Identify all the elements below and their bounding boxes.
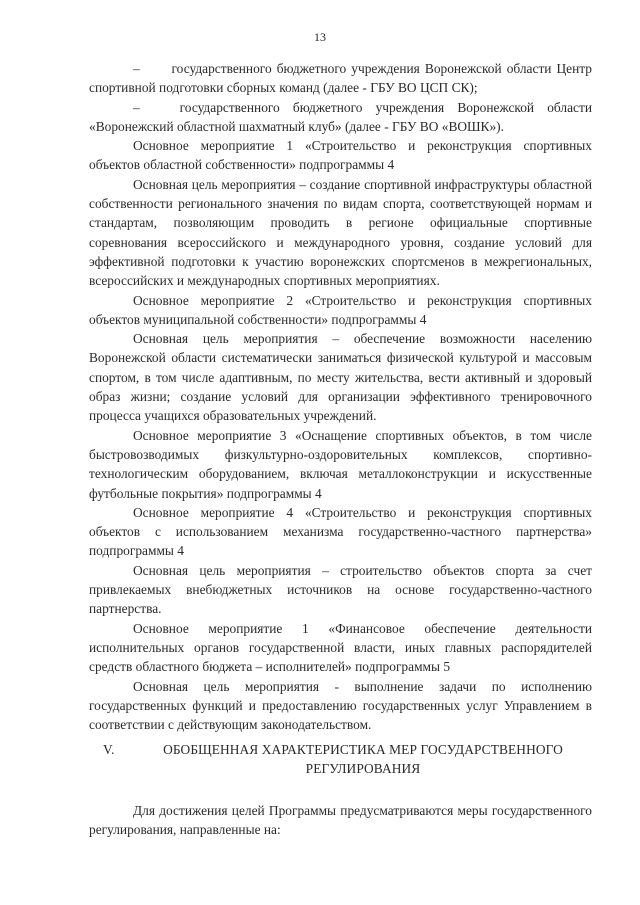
page-number: 13 (314, 30, 326, 44)
body-text (89, 59, 592, 734)
closing-paragraph: Для достижения целей Программы предусматриваются меры государственного регулирования, направленные на: (89, 803, 592, 838)
paragraph-1: – государственного бюджетного учреждения Воронежской области Центр спортивной подготовки сборных команд (далее - ГБУ ВО ЦСП СК); (89, 61, 592, 96)
paragraph-2: – государственного бюджетного учреждения Воронежской области «Воронежский областной шахматный клуб» (далее - ГБУ ВО «ВОШК»). (89, 99, 592, 134)
section-title: ОБОБЩЕННАЯ ХАРАКТЕРИСТИКА МЕР ГОСУДАРСТВЕННОГО РЕГУЛИРОВАНИЯ (163, 742, 563, 777)
paragraph-8: Основное мероприятие 4 «Строительство и реконструкция спортивных объектов с использованием механизма государственно-частного партнерства» подпрограммы 4 (89, 504, 592, 559)
paragraph-3: Основное мероприятие 1 «Строительство и реконструкция спортивных объектов областной собственности» подпрограммы 4 (89, 138, 592, 173)
paragraph-5: Основное мероприятие 2 «Строительство и реконструкция спортивных объектов муниципальной собственности» подпрограммы 4 (89, 292, 592, 327)
paragraph-9: Основная цель мероприятия – строительство объектов спорта за счет привлекаемых внебюджетных источников на основе государственно-частного партнерства. (89, 562, 592, 617)
paragraph-4: Основная цель мероприятия – создание спортивной инфраструктуры областной собственности регионального значения по видам спорта, соответствующей нормам и стандартам, позволяющим проводить в регионе официальные спортивные соревнования всероссийского и международного уровня, создание условий для эффективной подготовки к участию воронежских спортсменов в межрегиональных, всероссийских и международных спортивных мероприятиях. (89, 176, 592, 289)
section-heading (89, 740, 592, 779)
paragraph-10: Основное мероприятие 1 «Финансовое обеспечение деятельности исполнительных органов государственной власти, иных главных распорядителей средств областного бюджета – исполнителей» подпрограммы 5 (89, 620, 592, 675)
section-number: V. (103, 742, 115, 757)
closing-text (89, 801, 592, 840)
paragraph-11: Основная цель мероприятия - выполнение задачи по исполнению государственных функций и предоставлению государственных услуг Управлением в соответствии с действующим законодательством. (89, 678, 592, 733)
paragraph-6: Основная цель мероприятия – обеспечение возможности населению Воронежской области систематически заниматься физической культурой и массовым спортом, в том числе адаптивным, по месту жительства, вести активный и здоровый образ жизни; создание условий для организации эффективного тренировочного процесса учащихся образовательных учреждений. (89, 331, 592, 424)
paragraph-7: Основное мероприятие 3 «Оснащение спортивных объектов, в том числе быстровозводимых физкультурно-оздоровительных комплексов, спортивно-технологическим оборудованием, включая металлоконструкции и искусственные футбольные покрытия» подпрограммы 4 (89, 427, 592, 501)
